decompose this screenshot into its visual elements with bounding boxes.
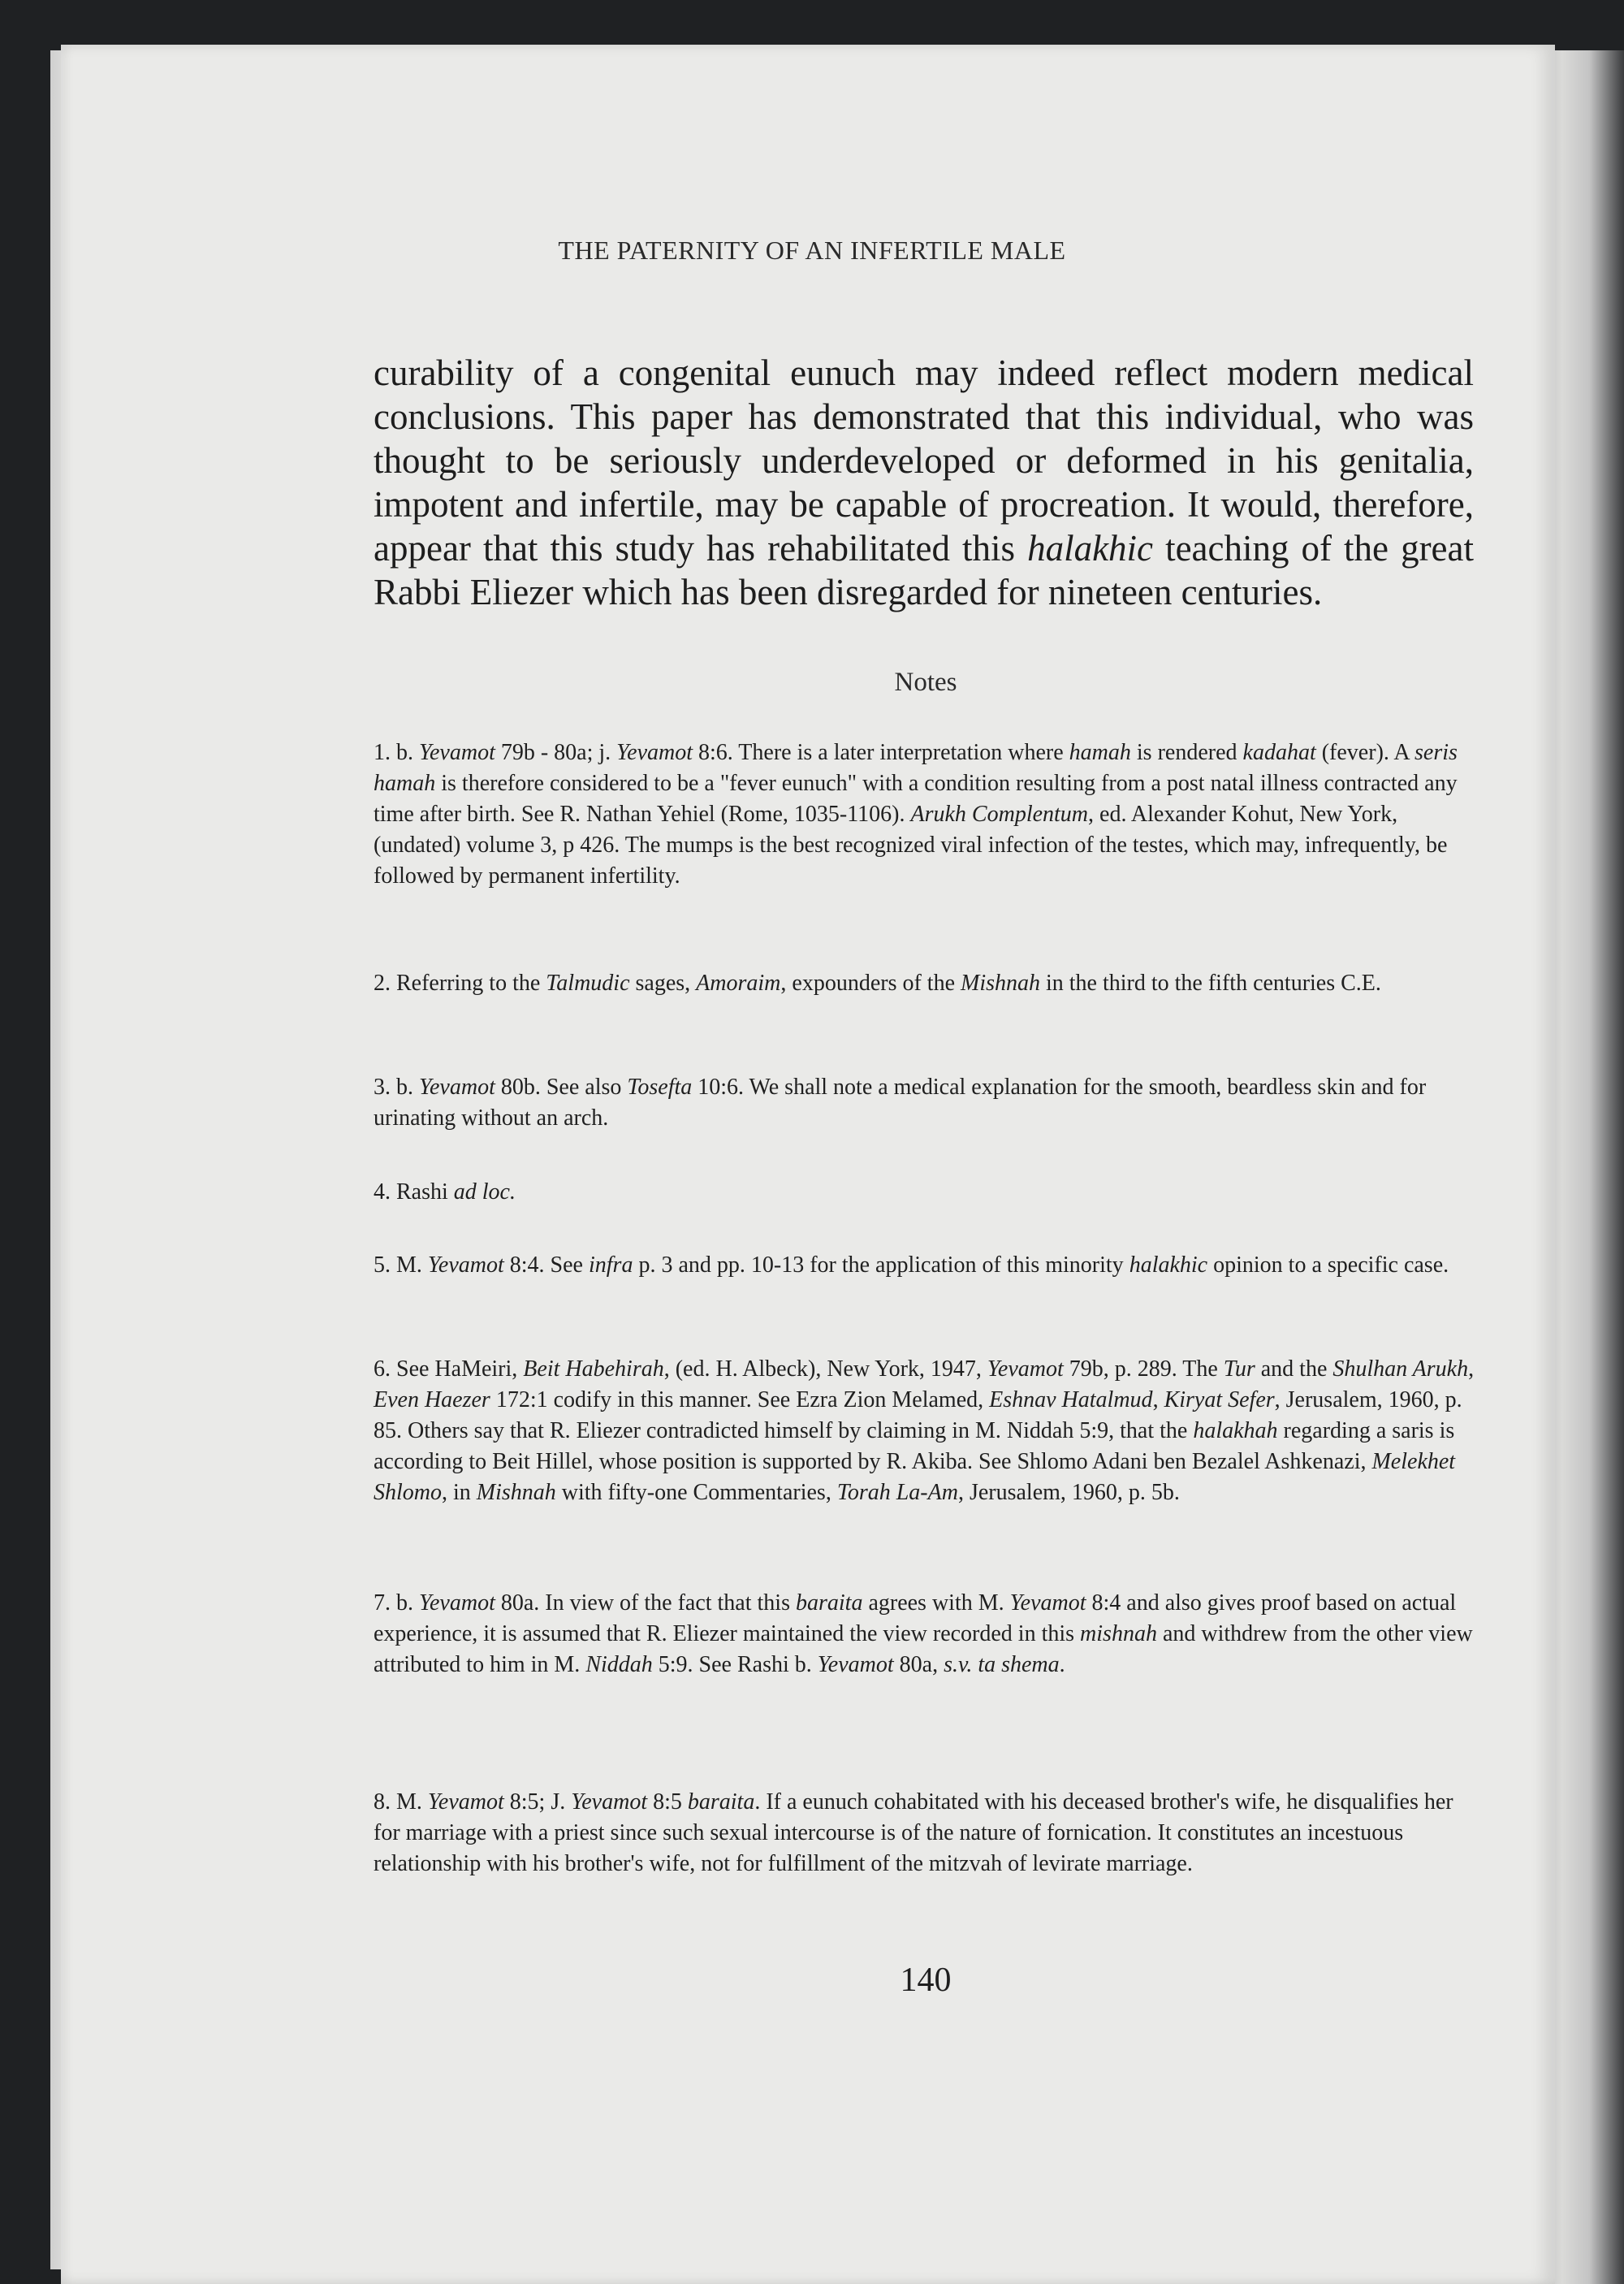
footnote-8: 8. M. Yevamot 8:5; J. Yevamot 8:5 baraita. If a eunuch cohabitated with his deceased brother's wife, he disqualifies her for marriage with a priest since such sexual intercourse is of the nature of fornication. It constitutes an incestuous relationship with his brother's wife, not for fulfillment of the mitzvah of levirate marriage. [374, 1789, 1453, 1876]
footnote-7: 7. b. Yevamot 80a. In view of the fact that this baraita agrees with M. Yevamot 8:4 and also gives proof based on actual experience, it is assumed that R. Eliezer maintained the view recorded in this mishnah and withdrew from the other view attributed to him in M. Niddah 5:9. See Rashi b. Yevamot 80a, s.v. ta shema. [374, 1590, 1473, 1677]
page-number: 140 [900, 1962, 952, 1999]
footnote-2: 2. Referring to the Talmudic sages, Amoraim, expounders of the Mishnah in the third to the fifth centuries C.E. [374, 971, 1381, 996]
page-stack-right [1547, 50, 1624, 2284]
footnote-6: 6. See HaMeiri, Beit Habehirah, (ed. H. Albeck), New York, 1947, Yevamot 79b, p. 289. The Tur and the Shulhan Arukh, Even Haezer 172:1 codify in this manner. See Ezra Zion Melamed, Eshnav Hatalmud, Kiryat Sefer, Jerusalem, 1960, p. 85. Others say that R. Eliezer contradicted himself by claiming in M. Niddah 5:9, that the halakhah regarding a saris is according to Beit Hillel, whose position is supported by R. Akiba. See Shlomo Adani ben Bezalel Ashkenazi, Melekhet Shlomo, in Mishnah with fifty-one Commentaries, Torah La-Am, Jerusalem, 1960, p. 5b. [374, 1356, 1475, 1505]
footnote-4: 4. Rashi ad loc. [374, 1179, 516, 1205]
footnote-3: 3. b. Yevamot 80b. See also Tosefta 10:6. We shall note a medical explanation for the smooth, beardless skin and for urinating without an arch. [374, 1075, 1427, 1131]
running-head: THE PATERNITY OF AN INFERTILE MALE [558, 236, 1066, 265]
footnote-1: 1. b. Yevamot 79b - 80a; j. Yevamot 8:6. There is a later interpretation where hamah is rendered kadahat (fever). A seris hamah is therefore considered to be a "fever eunuch" with a condition resulting from a post natal illness contracted any time after birth. See R. Nathan Yehiel (Rome, 1035-1106). Arukh Complentum, ed. Alexander Kohut, New York, (undated) volume 3, p 426. The mumps is the best recognized viral infection of the testes, which may, infrequently, be followed by permanent infertility. [374, 740, 1458, 889]
footnote-5: 5. M. Yevamot 8:4. See infra p. 3 and pp. 10-13 for the application of this minority halakhic opinion to a specific case. [374, 1252, 1449, 1278]
body-paragraph: curability of a congenital eunuch may indeed reflect modern medical conclusions. This paper has demonstrated that this individual, who was thought to be seriously underdeveloped or deformed in his genitalia, impotent and infertile, may be capable of procreation. It would, therefore, appear that this study has rehabilitated this halakhic teaching of the great Rabbi Eliezer which has been disregarded for nineteen centuries. [374, 353, 1474, 612]
notes-heading: Notes [894, 668, 957, 697]
